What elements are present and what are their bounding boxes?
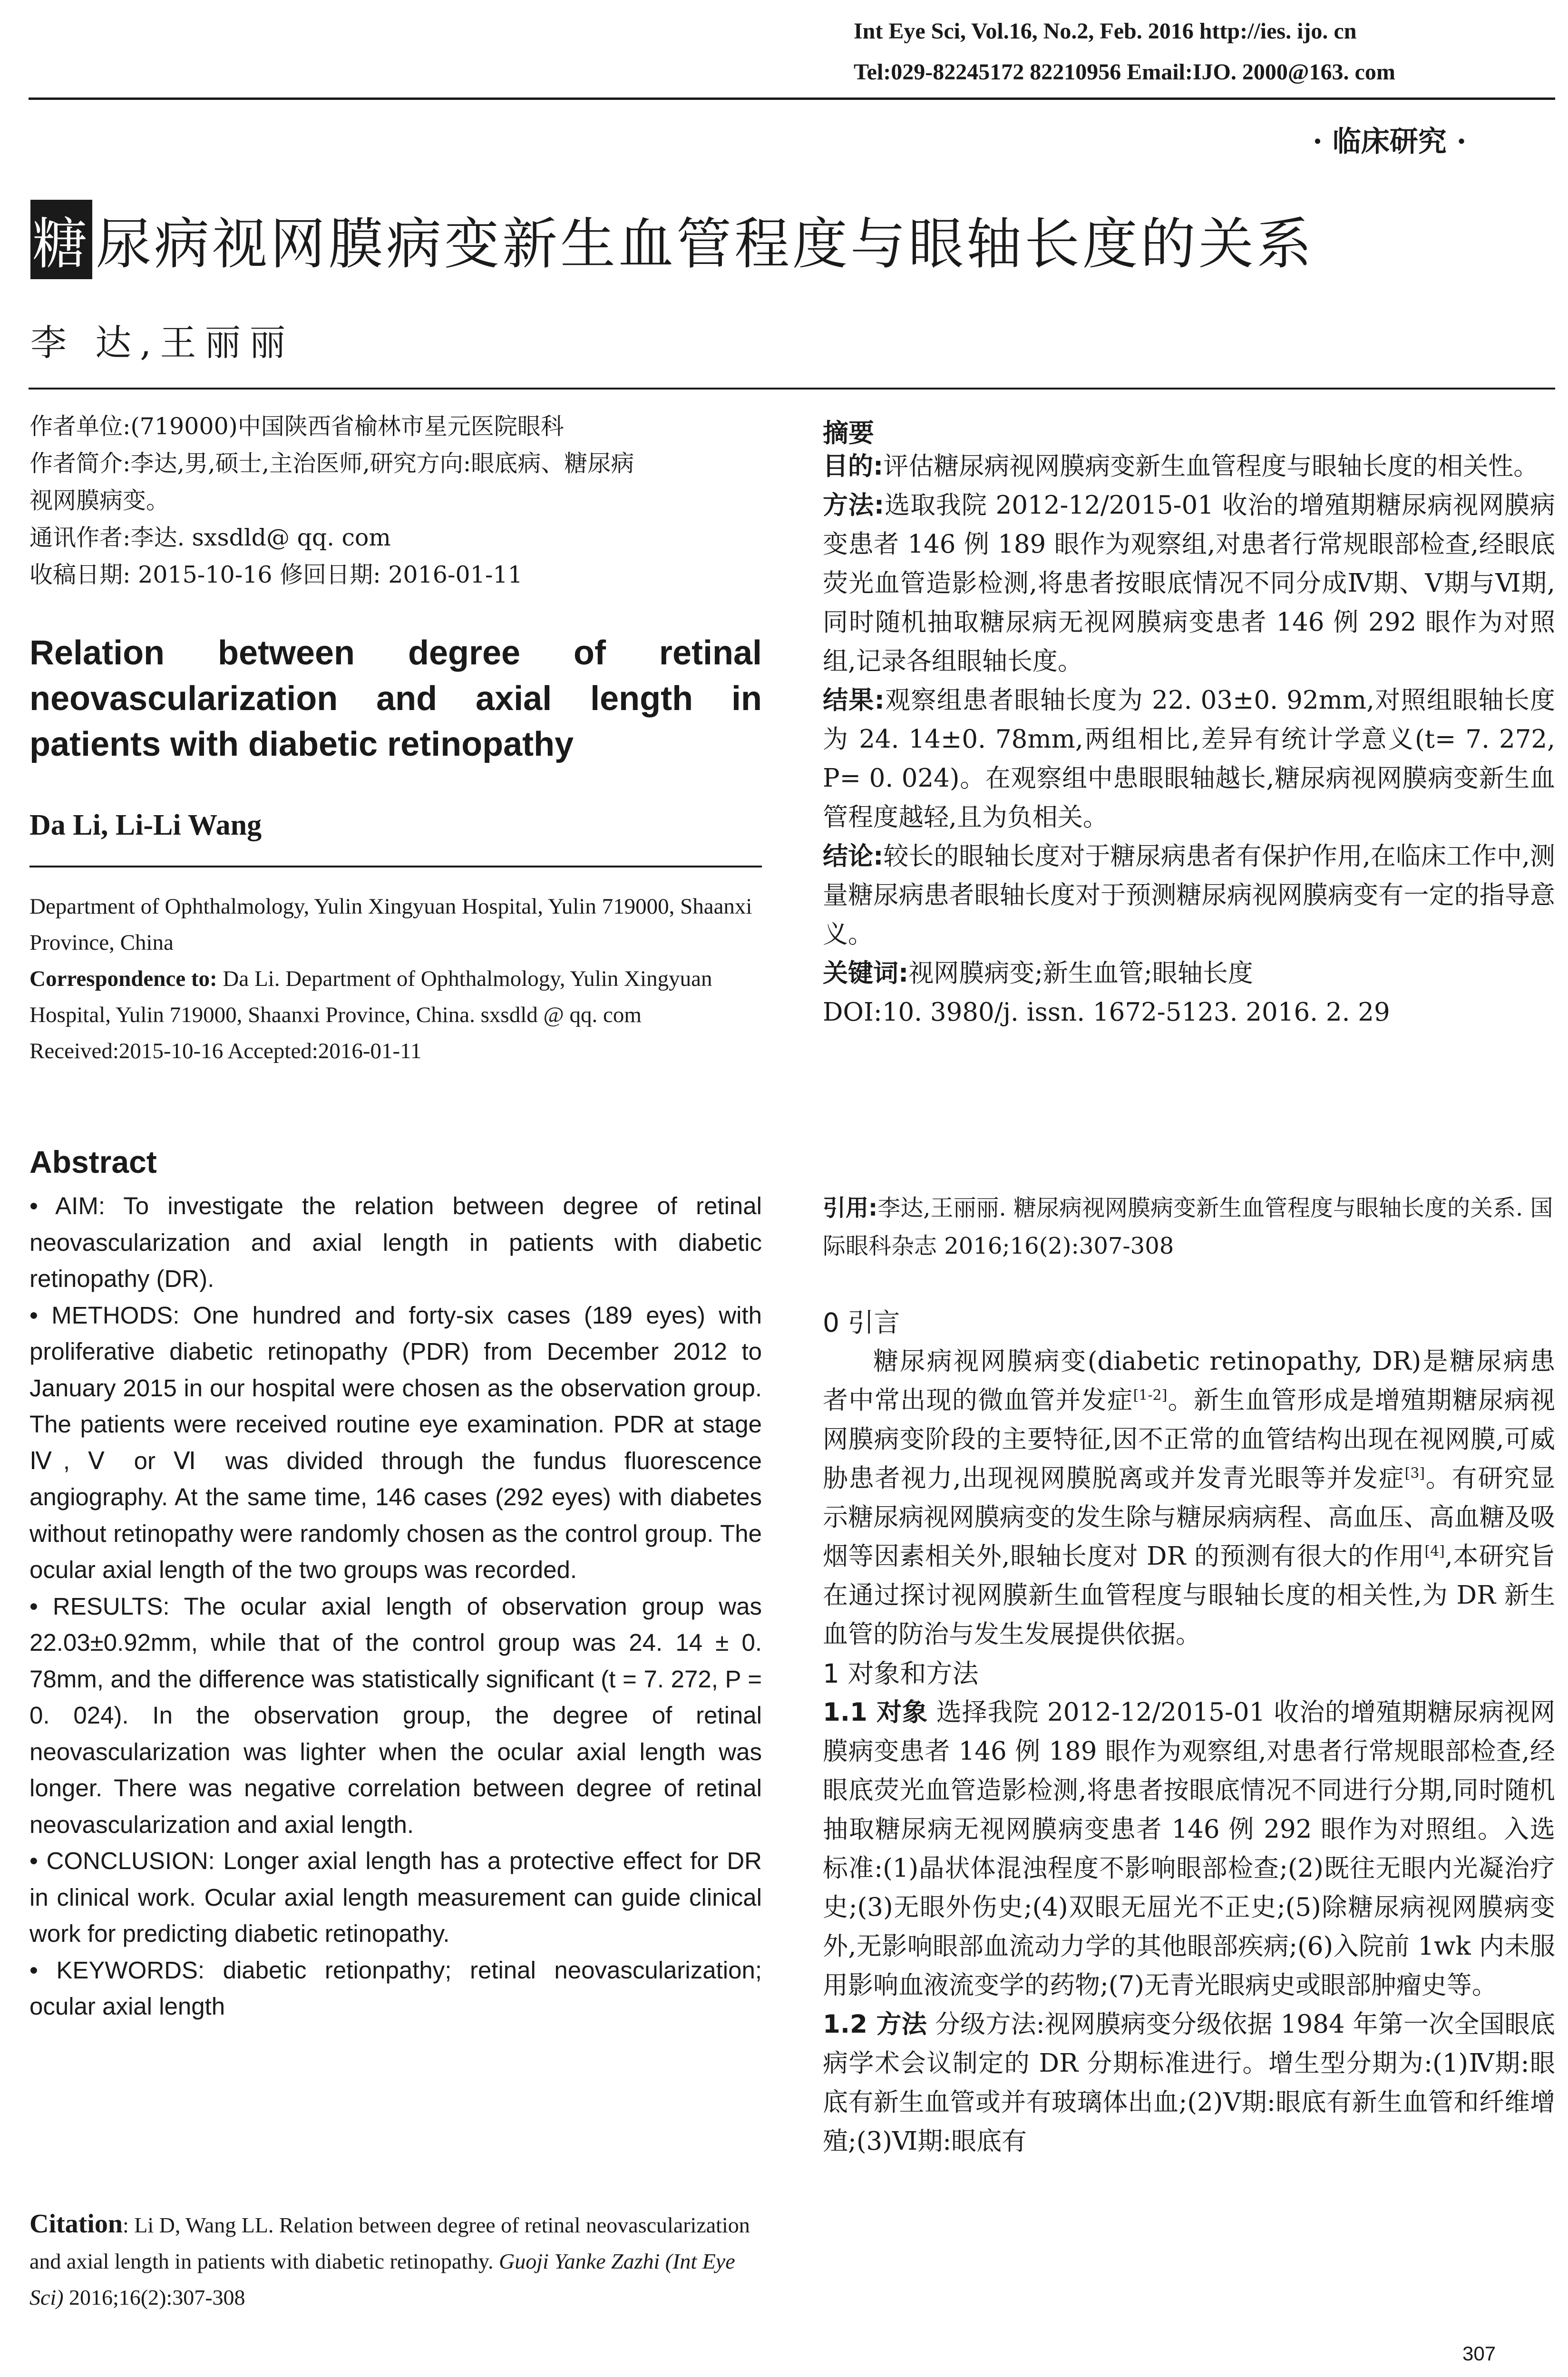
affiliation-department: Department of Ophthalmology, Yulin Xingyuan Hospital, Yulin 719000, Shaanxi Province, China (29, 894, 752, 955)
abstract-heading: Abstract (29, 1144, 157, 1179)
affiliation-en (29, 888, 762, 1069)
intro-heading: 0 引言 (823, 1307, 900, 1338)
ref-3: [4] (1424, 1543, 1445, 1560)
citation-cn (823, 1189, 1555, 1265)
article-title-cn (30, 200, 1315, 279)
section-1-1-label: 1.1 对象 (823, 1698, 928, 1727)
citation-cn-text: 李达,王丽丽. 糖尿病视网膜病变新生血管程度与眼轴长度的关系. 国际眼科杂志 2016;16(2):307-308 (823, 1195, 1553, 1259)
article-title-en: Relation between degree of retinal neovascularization and axial length in patients with diabetic retinopathy (29, 634, 762, 763)
abstract-cn-heading: 摘要 (823, 418, 874, 448)
section-1-2-label: 1.2 方法 (823, 2010, 927, 2039)
abstract-results: • RESULTS: The ocular axial length of observation group was 22.03±0.92mm, while that of the control group was 24. 14 ± 0. 78mm, and the difference was statistically significant (t = 7. 272, P = 0. 024). In the observation group, the degree of retinal neovascularization was lighter when the ocular axial length was longer. There was negative correlation between degree of retinal neovascularization and axial length. (29, 1592, 762, 1838)
intro-text-4: ,本研究旨在通过探讨视网膜新生血管程度与眼轴长度的相关性,为 DR 新生血管的防治与发生发展提供依据。 (823, 1542, 1555, 1649)
citation-text: : Li D, Wang LL. Relation between degree of retinal neovascularization and axial length in patients with diabetic retinopathy. (29, 2213, 750, 2273)
citation-label: Citation (29, 2209, 123, 2239)
meta-line: 收稿日期: 2015-10-16 修回日期: 2016-01-11 (29, 561, 523, 588)
abstract-aim: • AIM: To investigate the relation between degree of retinal neovascularization and axial length in patients with diabetic retinopathy (DR). (29, 1192, 762, 1292)
aim-label: 目的: (823, 452, 884, 481)
methods-1-1 (823, 1693, 1555, 2005)
meta-line: 作者简介:李达,男,硕士,主治医师,研究方向:眼底病、糖尿病 (29, 450, 634, 477)
keywords-label: 关键词: (823, 959, 909, 988)
correspondence (29, 961, 762, 1033)
page-number: 307 (1462, 2342, 1496, 2365)
section-1-2-text: 分级方法:视网膜病变分级依据 1984 年第一次全国眼底病学术会议制定的 DR 分期标准进行。增生型分期为:(1)Ⅳ期:眼底有新生血管或并有玻璃体出血;(2)Ⅴ期:眼底有新生血管和纤维增殖;(3)Ⅵ期:眼底有 (823, 2010, 1555, 2156)
intro-body (823, 1342, 1555, 2161)
ref-2: [3] (1404, 1465, 1425, 1482)
citation-volume: 2016;16(2):307-308 (63, 2285, 245, 2309)
intro-text-2: 。新生血管形成是增殖期糖尿病视网膜病变阶段的主要特征,因不正常的血管结构出现在视网膜,可威胁患者视力,出现视网膜脱离或并发青光眼等并发症 (823, 1386, 1556, 1493)
meta-line: 视网膜病变。 (29, 487, 170, 514)
abstract-cn-aim (823, 447, 1555, 486)
affiliation-rule (29, 866, 762, 867)
methods-text: 选取我院 2012-12/2015-01 收治的增殖期糖尿病视网膜病变患者 146 例 189 眼作为观察组,对患者行常规眼部检查,经眼底荧光血管造影检测,将患者按眼底情况不同分成Ⅳ期、Ⅴ期与Ⅵ期,同时随机抽取糖尿病无视网膜病变患者 146 例 292 眼作为对照组,记录各组眼轴长度。 (823, 491, 1556, 676)
correspondence-label: Correspondence to: (29, 966, 217, 991)
received-dates: Received:2015-10-16 Accepted:2016-01-11 (29, 1039, 422, 1063)
conclusion-label: 结论: (823, 842, 884, 871)
intro-text-3: 。有研究显示糖尿病视网膜病变的发生除与糖尿病病程、高血压、高血糖及吸烟等因素相关外,眼轴长度对 DR 的预测有很大的作用 (823, 1464, 1555, 1571)
methods-label: 方法: (823, 491, 885, 520)
abstract-cn-keywords (823, 954, 1555, 993)
meta-line: 通讯作者:李达. sxsdld@ qq. com (29, 524, 391, 551)
abstract-cn-results (823, 681, 1555, 837)
intro-paragraph (823, 1342, 1555, 1654)
ref-1: [1-2] (1133, 1387, 1168, 1404)
title-rule (29, 388, 1555, 390)
abstract-en (29, 1188, 762, 2025)
results-text: 观察组患者眼轴长度为 22. 03±0. 92mm,对照组眼轴长度为 24. 14±0. 78mm,两组相比,差异有统计学意义(t= 7. 272, P= 0. 024)。在观察组中患眼眼轴越长,糖尿病视网膜病变新生血管程度越轻,且为负相关。 (823, 686, 1556, 832)
abstract-methods: • METHODS: One hundred and forty-six cases (189 eyes) with proliferative diabetic retinopathy (PDR) from December 2012 to January 2015 in our hospital were chosen as the observation group. The patients were received routine eye examination. PDR at stage Ⅳ, Ⅴ or Ⅵ was divided through the fundus fluorescence angiography. At the same time, 146 cases (292 eyes) with diabetes without retinopathy were randomly chosen as the control group. The ocular axial length of the two groups was recorded. (29, 1301, 762, 1583)
aim-text: 评估糖尿病视网膜病变新生血管程度与眼轴长度的相关性。 (883, 452, 1539, 481)
journal-contact: Tel:029-82245172 82210956 Email:IJO. 2000@163. com (854, 59, 1395, 85)
citation-en (29, 2206, 762, 2316)
abstract-conclusion: • CONCLUSION: Longer axial length has a protective effect for DR in clinical work. Ocular axial length measurement can guide clinical work for predicting diabetic retinopathy. (29, 1847, 762, 1947)
abstract-keywords: • KEYWORDS: diabetic retionpathy; retinal neovascularization; ocular axial length (29, 1956, 762, 2020)
abstract-cn-conclusion (823, 837, 1555, 954)
keywords-text: 视网膜病变;新生血管;眼轴长度 (908, 959, 1253, 988)
methods-heading: 1 对象和方法 (823, 1658, 979, 1689)
authors-en: Da Li, Li-Li Wang (29, 809, 262, 841)
section-tag: · 临床研究 · (1313, 125, 1467, 158)
citation-cn-label: 引用: (823, 1195, 878, 1221)
meta-line: 作者单位:(719000)中国陕西省榆林市星元医院眼科 (29, 413, 564, 440)
intro-text-1: 糖尿病视网膜病变(diabetic retinopathy, DR)是糖尿病患者中常出现的微血管并发症 (823, 1347, 1555, 1415)
citation-journal: Guoji Yanke Zazhi (Int Eye Sci) (29, 2249, 735, 2309)
header-rule (29, 97, 1555, 100)
authors-cn: 李 达,王丽丽 (30, 321, 294, 364)
section-1-1-text: 选择我院 2012-12/2015-01 收治的增殖期糖尿病视网膜病变患者 146 例 189 眼作为观察组,对患者行常规眼部检查,经眼底荧光血管造影检测,将患者按眼底情况不同进行分期,同时随机抽取糖尿病无视网膜病变患者 146 例 292 眼作为对照组。入选标准:(1)晶状体混浊程度不影响眼部检查;(2)既往无眼内光凝治疗史;(3)无眼外伤史;(4)双眼无屈光不正史;(5)除糖尿病视网膜病变外,无影响眼部血流动力学的其他眼部疾病;(6)入院前 1wk 内未服用影响血液流变学的药物;(7)无青光眼病史或眼部肿瘤史等。 (823, 1698, 1555, 2000)
conclusion-text: 较长的眼轴长度对于糖尿病患者有保护作用,在临床工作中,测量糖尿病患者眼轴长度对于预测糖尿病视网膜病变有一定的指导意义。 (823, 842, 1555, 949)
title-first-char: 糖 (30, 200, 92, 279)
author-meta-cn (29, 408, 762, 594)
abstract-cn (823, 447, 1555, 1032)
correspondence-text: Da Li. Department of Ophthalmology, Yulin Xingyuan Hospital, Yulin 719000, Shaanxi Province, China. sxsdld @ qq. com (29, 966, 712, 1027)
title-rest: 尿病视网膜病变新生血管程度与眼轴长度的关系 (96, 212, 1315, 276)
journal-info: Int Eye Sci, Vol.16, No.2, Feb. 2016 http://ies. ijo. cn (854, 19, 1357, 44)
doi: DOI:10. 3980/j. issn. 1672-5123. 2016. 2. 29 (823, 998, 1390, 1027)
methods-1-2 (823, 2005, 1555, 2161)
results-label: 结果: (823, 686, 885, 715)
abstract-cn-methods (823, 486, 1555, 681)
